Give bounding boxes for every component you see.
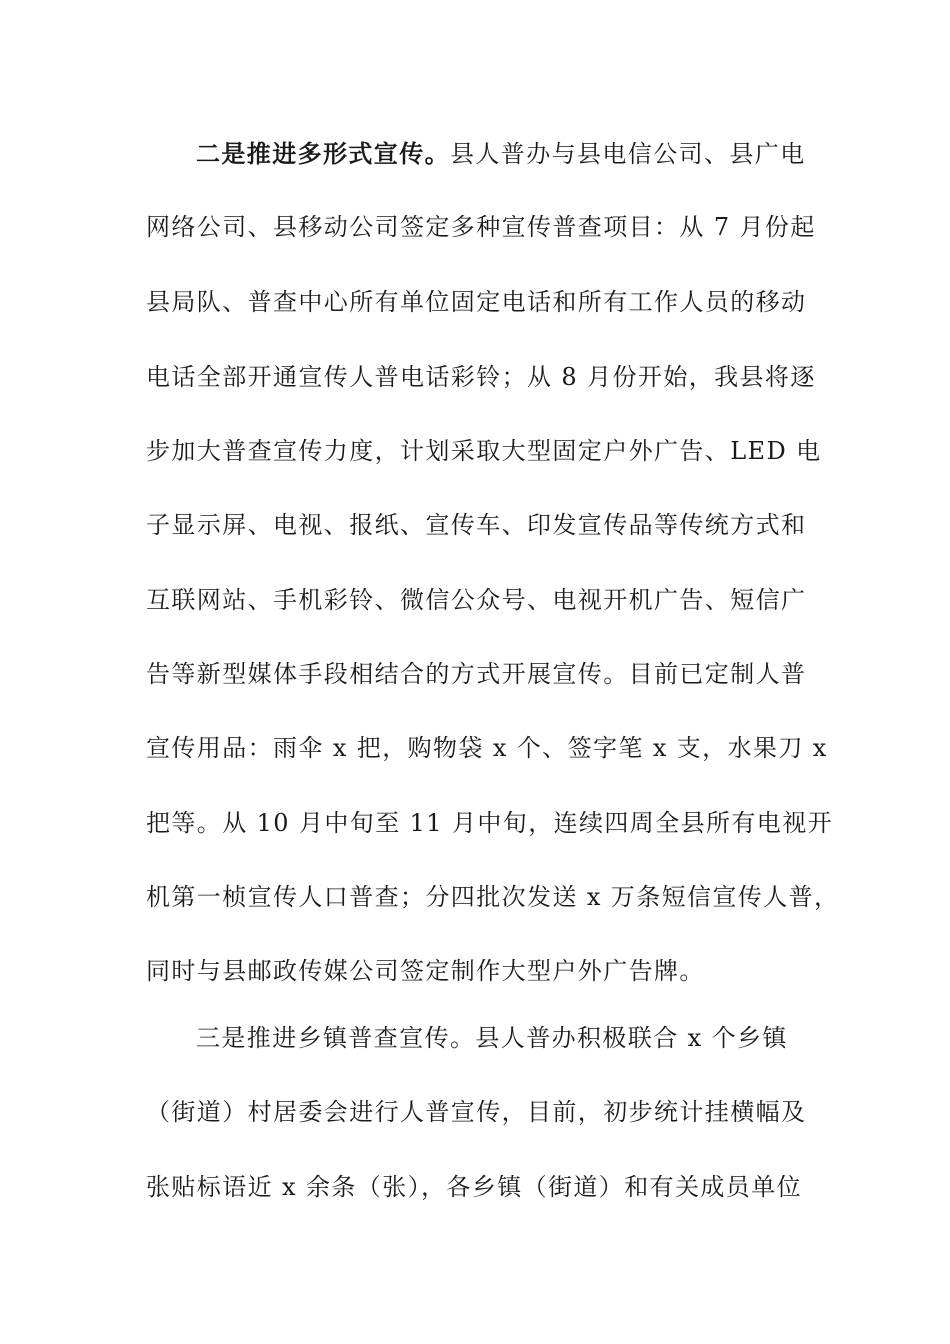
paragraph-1-lead: 二是推进多形式宣传。 [196,139,450,168]
paragraph-1-line: 步加大普查宣传力度，计划采取大型固定户外广告、LED 电 [146,437,822,465]
paragraph-1-line-1 [196,134,876,174]
paragraph-1-line: 互联网站、手机彩铃、微信公众号、电视开机广告、短信广 [146,586,807,614]
paragraph-1-line-1-rest: 县人普办与县电信公司、县广电 [450,140,806,168]
paragraph-1-line: 把等。从 10 月中旬至 11 月中旬，连续四周全县所有电视开 [146,809,833,837]
paragraph-1-line: 网络公司、县移动公司签定多种宣传普查项目：从 7 月份起 [146,213,816,241]
paragraph-2-line: （街道）村居委会进行人普宣传，目前，初步统计挂横幅及 [146,1098,807,1126]
paragraph-1-line: 宣传用品：雨伞 x 把，购物袋 x 个、签字笔 x 支，水果刀 x [146,734,828,762]
paragraph-1-line: 子显示屏、电视、报纸、宣传车、印发宣传品等传统方式和 [146,511,807,539]
paragraph-1-line: 告等新型媒体手段相结合的方式开展宣传。目前已定制人普 [146,660,807,688]
paragraph-1-line: 同时与县邮政传媒公司签定制作大型户外广告牌。 [146,957,705,985]
paragraph-1-line: 电话全部开通宣传人普电话彩铃；从 8 月份开始，我县将逐 [146,363,816,391]
paragraph-1-line: 县局队、普查中心所有单位固定电话和所有工作人员的移动 [146,288,807,316]
paragraph-2-line-1: 三是推进乡镇普查宣传。县人普办积极联合 x 个乡镇 [196,1024,788,1052]
paragraph-2-line: 张贴标语近 x 余条（张），各乡镇（街道）和有关成员单位 [146,1173,802,1201]
paragraph-1-line: 机第一桢宣传人口普查；分四批次发送 x 万条短信宣传人普， [146,883,840,911]
